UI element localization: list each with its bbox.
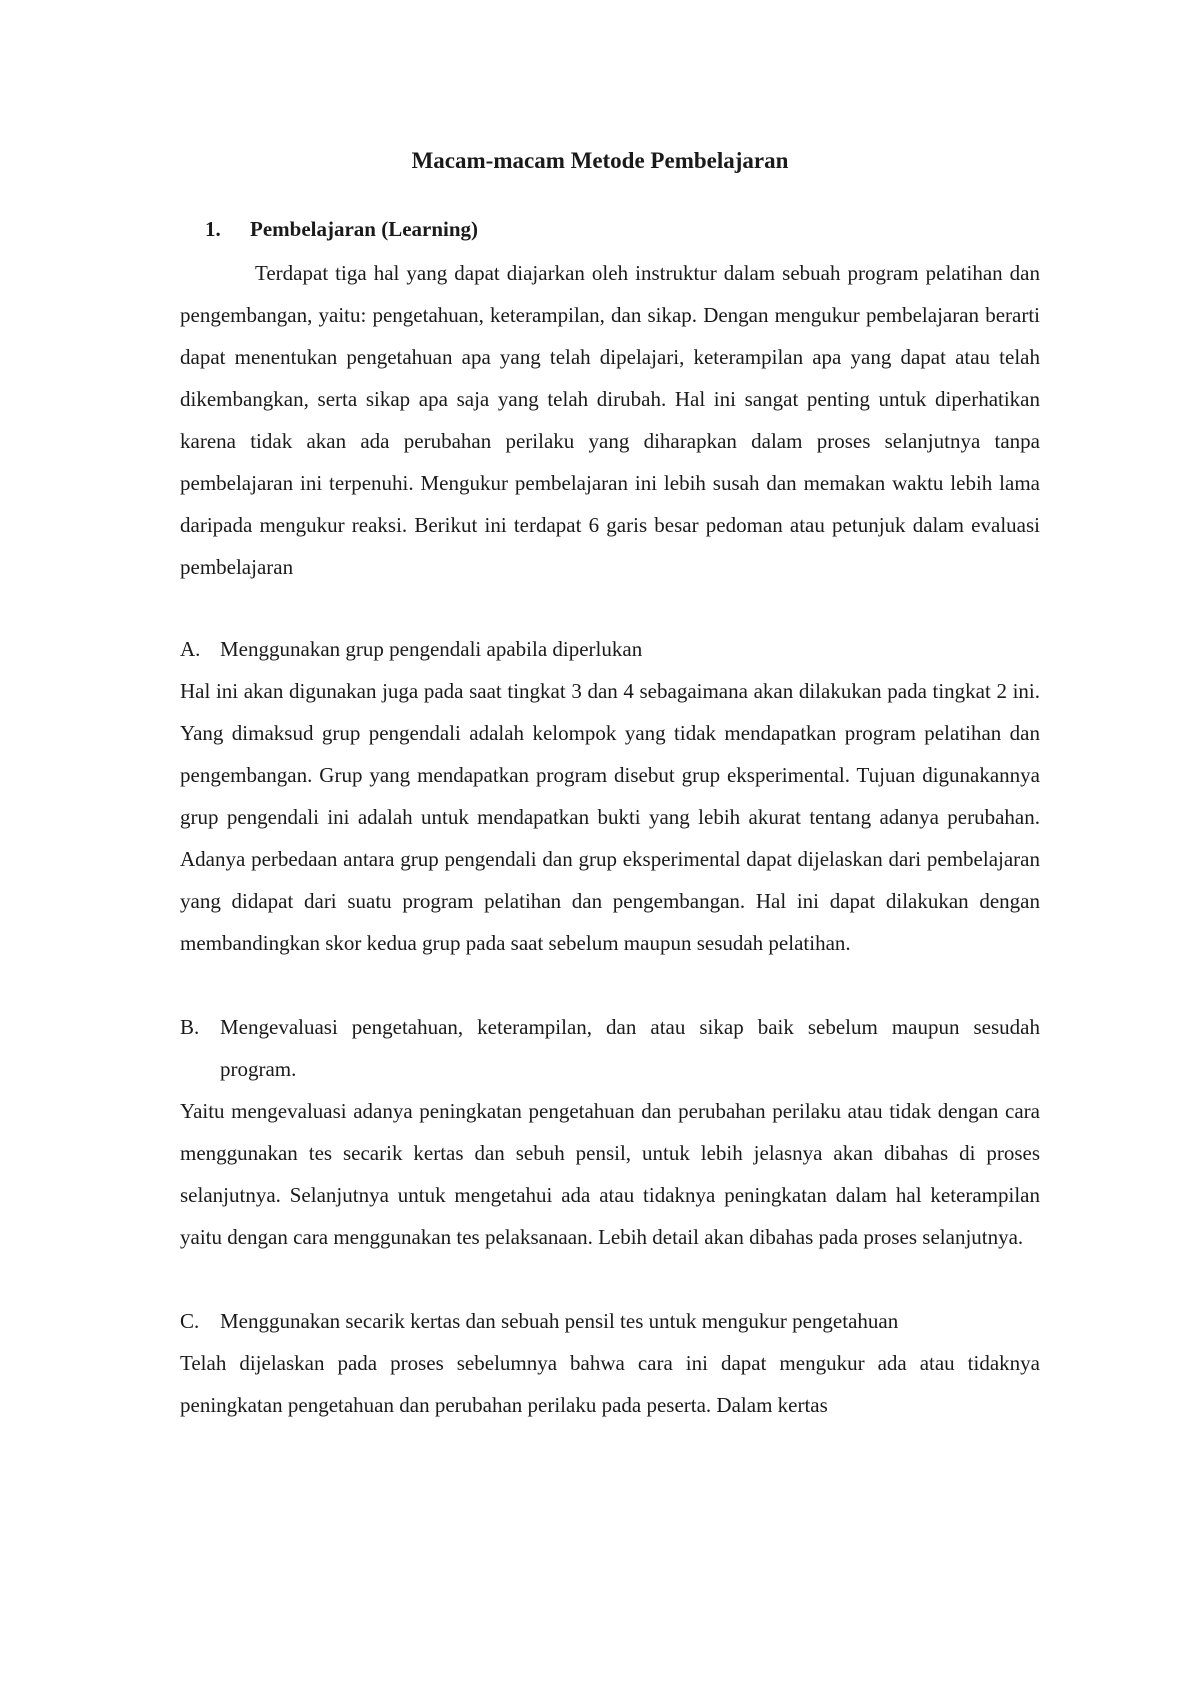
item-a-heading-text: Menggunakan grup pengendali apabila diperlukan <box>220 637 643 661</box>
item-a-marker: A. <box>180 637 201 661</box>
document-content <box>180 214 1040 1426</box>
item-c-marker: C. <box>180 1309 200 1333</box>
section-heading-text: Pembelajaran (Learning) <box>250 217 479 241</box>
section-number: 1. <box>205 217 221 241</box>
page-title: Macam-macam Metode Pembelajaran <box>411 148 789 173</box>
item-a-heading <box>180 628 1040 670</box>
section-intro-paragraph: Terdapat tiga hal yang dapat diajarkan oleh instruktur dalam sebuah program pelatihan dan pengembangan, yaitu: pengetahuan, keterampilan, dan sikap. Dengan mengukur pembelajaran berarti dapat menentukan pengetahuan apa yang telah dipelajari, keterampilan apa yang dapat atau telah dikembangkan, serta sikap apa saja yang telah dirubah. Hal ini sangat penting untuk diperhatikan karena tidak akan ada perubahan perilaku yang diharapkan dalam proses selanjutnya tanpa pembelajaran ini terpenuhi. Mengukur pembelajaran ini lebih susah dan memakan waktu lebih lama daripada mengukur reaksi. Berikut ini terdapat 6 garis besar pedoman atau petunjuk dalam evaluasi pembelajaran <box>180 261 1040 579</box>
item-c-heading <box>180 1300 1040 1342</box>
spacer <box>180 1258 1040 1300</box>
item-b-body: Yaitu mengevaluasi adanya peningkatan pengetahuan dan perubahan perilaku atau tidak dengan cara menggunakan tes secarik kertas dan sebuh pensil, untuk lebih jelasnya akan dibahas di proses selanjutnya. Selanjutnya untuk mengetahui ada atau tidaknya peningkatan dalam hal keterampilan yaitu dengan cara menggunakan tes pelaksanaan. Lebih detail akan dibahas pada proses selanjutnya. <box>180 1099 1040 1249</box>
item-c-body: Telah dijelaskan pada proses sebelumnya bahwa cara ini dapat mengukur ada atau tidaknya peningkatan pengetahuan dan perubahan perilaku pada peserta. Dalam kertas <box>180 1351 1040 1417</box>
item-b-heading-text: Mengevaluasi pengetahuan, keterampilan, dan atau sikap baik sebelum maupun sesudah program. <box>220 1015 1040 1081</box>
spacer <box>180 964 1040 1006</box>
spacer <box>180 588 1040 628</box>
item-a-body: Hal ini akan digunakan juga pada saat tingkat 3 dan 4 sebagaimana akan dilakukan pada tingkat 2 ini. Yang dimaksud grup pengendali adalah kelompok yang tidak mendapatkan program pelatihan dan pengembangan. Grup yang mendapatkan program disebut grup eksperimental. Tujuan digunakannya grup pengendali ini adalah untuk mendapatkan bukti yang lebih akurat tentang adanya perubahan. Adanya perbedaan antara grup pengendali dan grup eksperimental dapat dijelaskan dari pembelajaran yang didapat dari suatu program pelatihan dan pengembangan. Hal ini dapat dilakukan dengan membandingkan skor kedua grup pada saat sebelum maupun sesudah pelatihan. <box>180 679 1040 955</box>
item-c-heading-text: Menggunakan secarik kertas dan sebuah pensil tes untuk mengukur pengetahuan <box>220 1309 899 1333</box>
item-b-heading <box>180 1006 1040 1090</box>
item-b-marker: B. <box>180 1015 200 1039</box>
section-heading <box>180 214 1040 244</box>
